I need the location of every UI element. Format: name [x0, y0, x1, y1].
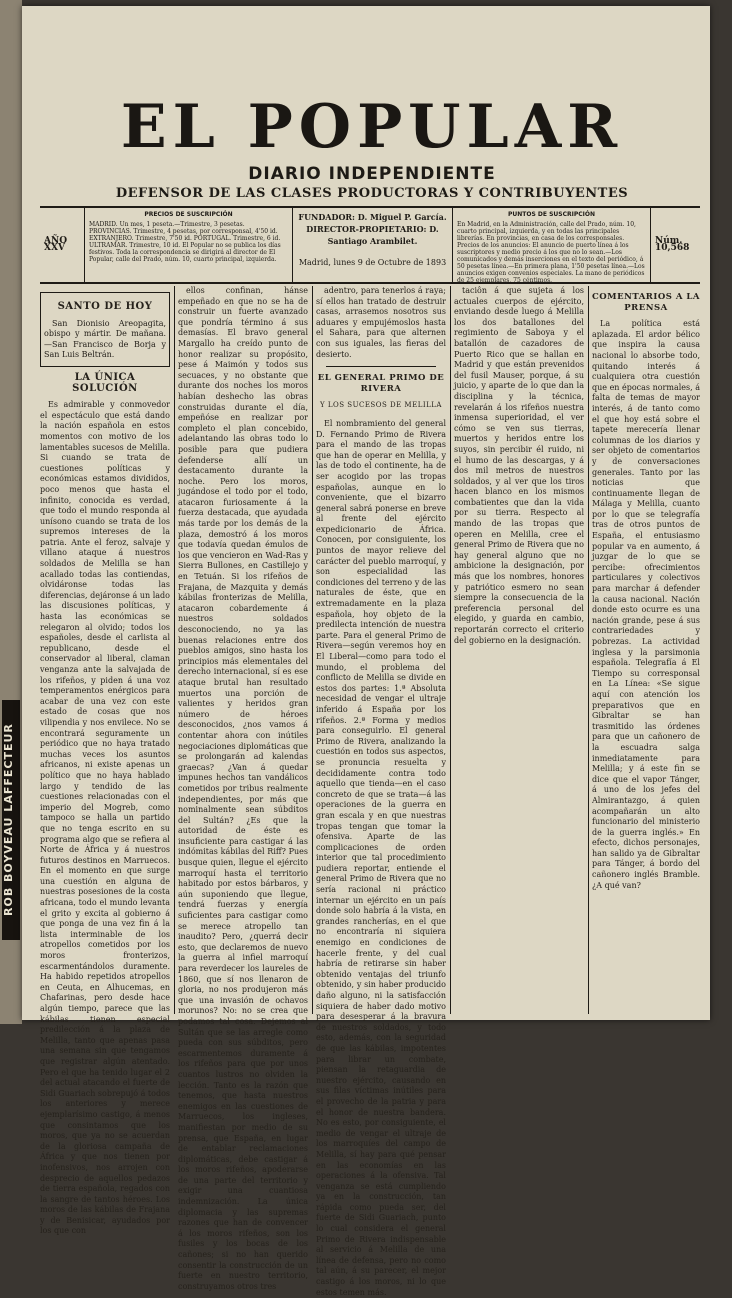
- masthead-subtitle: DIARIO INDEPENDIENTE: [248, 164, 496, 184]
- article-text: ellos confinan, hánse empeñado en que no se ha de construir un fuerte avanzado que pondría término á sus demasías. El bravo general Margallo ha creído punto de honor realizar su propósito, pese á Maimón y todos sus secuaces, y no obstante que durante dos noches los moros habían deshecho las obras construidas durante el día, empeñóse en realizar por completo el plan concebido, adelantando las obras todo lo posible para que pudiera defenderse allí un destacamento durante la noche. Pero los moros, jugándose el todo por el todo, atacaron furiosamente á la fuerza destacada, que ayudada más tarde por los demás de la plaza, demostró á los moros que todavía quedan émulos de los que vencieron en Wad-Ras y Sierra Bullones, en Castillejo y en Tetuán. Si los rifeños de Frajana, de Mazquita y demás kábilas fronterizas de Melilla, atacaron cobardemente á nuestros soldados desconociendo, no ya las buenas relaciones entre dos pueblos amigos, sino hasta los principios más elementales del derecho internacional, sí es ese ataque brutal han resultado muertos una porción de valientes y heridos gran número de héroes desconocidos, ¿nos vamos á contentar ahora con inútiles negociaciones diplomáticas que se prolongarán ad kalendas graecas? ¿Van á quedar impunes hechos tan vandálicos cometidos por tribus realmente independientes, por más que nominalmente sean súbditos del Sultán? ¿Es que la autoridad de éste es insuficiente para castigar á las indómitas kábilas del Riff? Pues busque quien, llegue el ejército marroquí hasta el territorio habitado por estos bárbaros, y aún suponiendo que llegue, tendrá fuerzas y energía suficientes para castigar como se merece atropello tan inaudito? Pero, ¿querrá decir esto, que declaremos de nuevo la guerra al infiel marroquí para reverdecer los laureles de 1860, que sí nos llenaron de gloria, no nos produjeron más que una invasión de ochavos morunos? No: no se crea que podamos tal cosa. Dejemos al Sultán que se las arregle como pueda con sus súbditos, pero escarmentemos duramente á los rifeños para que por unos cuantos lustros no olviden la lección. Tanto es la razón que tenemos, que hasta nuestros enemigos en las cuestiones de Marruecos, los ingleses, manifiestan por medio de su prensa, que España, en lugar de entablar reclamaciones diplomáticas, debe castigar á los moros rifeños, apoderarse de una parte del territorio y exigir una cuantiosa indemnización. La única diplomacia y las supremas razones que han de convencer á los moros rifeños, son los fusiles y los bocas de los cañones; si no han querido consentir la construcción de un fuerte en nuestro territorio, construyamos otros tres: [178, 286, 308, 1291]
- points-text: En Madrid, en la Administración, calle del Prado, núm. 10, cuarto principal, izquierda, y en todas las principales librerías. En provincias, en casa de los corresponsales. Precios de los anuncios: El anuncio de puerto línea á los suscriptores y medio precio á los que no lo sean.—Los comunicados y demás inserciones en el texto del periódico, á 50 pesetas línea.—En primera plana, 1'50 pesetas línea.—Los anuncios exigen convenios especiales. La mano de periódicos de 25 ejemplares, 75 céntimos.: [457, 221, 645, 284]
- column-rule: [450, 286, 451, 1014]
- issue-date: Madrid, lunes 9 de Octubre de 1893: [298, 258, 447, 267]
- saint-box: [40, 292, 170, 367]
- article-subheading: Y LOS SUCESOS DE MELILLA: [320, 401, 442, 410]
- saint-heading: SANTO DE HOY: [57, 301, 153, 312]
- article-text: Es admirable y conmovedor el espectáculo que está dando la nación española en estos momentos con motivo de los lamentables sucesos de Melilla. Si cuando se trata de cuestiones políticas y económicas estamos divididos, poco menos que hasta el infinito, conocida es verdad, que todo el mundo responda al unísono cuando se trata de los supremos intereses de la patria. Ante el feroz, salvaje y villano ataque á nuestros soldados de Melilla se han acallado todas las contiendas, olvidáronse todas las diferencias, dejáronse á un lado las discusiones políticas, y hasta las económicas se relegaron al olvido; todos los españoles, desde el carlista al republicano, desde el conservador al liberal, claman venganza ante la salvajada de los rifeños, y piden á una voz temperamentos enérgicos para acabar de una vez con este estado de cosas que nos vilipendia y nos envilece. No se encontrará seguramente un periódico que no haya tratado muchas veces los asuntos africanos, ni existe apenas un político que no haya hablado largo y tendido de las cuestiones relacionadas con el imperio del Mogreb, como tampoco se halla un partido que no tenga escrito en su programa algo que se refiera al Norte de África y á nuestros futuros destinos en Marruecos. En el momento en que surge una cuestión en alguna de nuestras posesiones de la costa africana, todo el mundo levanta el grito y excita al gobierno á que ponga de una vez fin á la lista interminable de los atropellos cometidos por los moros fronterizos, escarmentándolos duramente. Ha habido repetidos atropellos en Ceuta, en Alhucemas, en Chafarinas, pero desde hace algún tiempo, parece que las kábilas tienen especial predilección á la plaza de Melilla, tanto que apenas pasa una semana sin que tengamos que registrar algún atentado. Pero el que ha tenido lugar el 2 del actual atacando el fuerte de Sidi Guariach sobrepujó á todos los anteriores y merece ejemplarísimo castigo, á menos que consintamos que los moros, que ya no se acuerdan de la gloriosa campaña de África y que nos tienen por inofensivos, nos arrojen con desprecio de aquellos pedazos de tierra española, regados con la sangre de tantos héroes. Los moros de las kábilas de Frajana y de Benisicar, ayudados por los que con: [40, 400, 171, 1236]
- article-text: taciôn á que sujeta á los actuales cuerpos de ejército, enviando desde luego á Melilla los dos batallones del regimiento de Saboya y el batallón de cazadores de Puerto Rico que se hallan en Madrid y que están prevenidos del fusil Mauser, porque, á su juicio, y aparte de lo que dan la disciplina y la técnica, revelarán á los rifeños nuestra inmensa superioridad, el ver cómo se ven sus tierras, muertos y heridos entre los suyos, sin percibir él ruido, ni el humo de las descargas, y á dos mil metros de nuestros soldados, y al ver que los tiros hacen blanco en los mismos combatientes que dan la vida por su tierra. Respecto al mando de las tropas que operen en Melilla, cree el general Primo de Rivera que no hay general alguno que no ambicione la designación, por más que los nombres, honores y patriótico esmero no sean siempre la consecuencia de la preferencia personal del elegido, y guarda en cambio, reportarán correcto el criterio del gobierno en la designación.: [454, 286, 584, 645]
- column-3: [316, 286, 446, 1297]
- column-4: [454, 286, 584, 1014]
- article-text: La política está aplazada. El ardor bélico que inspira la causa nacional lo absorbe todo, quitando interés á cualquiera otra cuestión que en épocas normales, á falta de temas de mayor interés, á de tanto como el que hoy está sobre el tapete merecería llenar columnas de los diarios y ser objeto de comentarios y de conversaciones generales. Tanto por las noticias que continuamente llegan de Málaga y Melilla, cuanto por lo que se telegrafía tras de otros puntos de España, el entusiasmo popular va en aumento, á juzgar de lo que se percibe: ofrecimientos particulares y colectivos para marchar á defender la causa nacional. Nación donde esto ocurre es una nación grande, pese á sus contrariedades y pobrezas. La actividad inglesa y la parsimonia española. Telegrafía á El Tiempo su corresponsal en La Línea: «Se sigue aquí con atención los preparativos que en Gibraltar se han trasmitido las órdenes para que un cañonero de la escuadra salga inmediatamente para Melilla; y á este fin se dice que el vapor Tánger, á uno de los jefes del Almirantazgo, á quien acompañarán un alto funcionario del ministerio de la guerra inglés.» En efecto, dichos personajes, han salido ya de Gibraltar para Tánger, á bordo del cañonero inglés Bramble. ¿A qué van?: [592, 319, 700, 890]
- column-rule: [312, 286, 313, 1014]
- article-columns: [40, 286, 700, 1297]
- director-box: [292, 208, 452, 282]
- side-advertisement: ROB BOYVEAU LAFFECTEUR: [2, 700, 20, 940]
- saint-text: San Dionisio Areopagita, obispo y mártir. De mañana.—San Francisco de Borja y San Luis Beltrán.: [44, 318, 166, 360]
- points-box: [452, 208, 650, 282]
- column-5: [592, 286, 700, 1014]
- director-line: DIRECTOR-PROPIETARIO: D. Santiago Arambilet.: [306, 224, 439, 246]
- gutter-edge: [0, 0, 22, 1024]
- column-1: [40, 286, 171, 1236]
- issue-number: Núm. 10,568: [650, 208, 700, 282]
- year-box: AÑO XXV: [44, 236, 68, 253]
- column-2: [178, 286, 308, 1291]
- article-text: El nombramiento del general D. Fernando Primo de Rivera para el mando de las tropas que han de operar en Melilla, y las de todo el continente, ha de ser acogido por las tropas españolas, aunque en lo conveniente, que el bizarro general sabrá ponerse en breve al frente del ejército expedicionario de África. Conocen, por consiguiente, los puntos de mayor relieve del carácter del pueblo marroquí, y son especialidad las condiciones del terreno y de las naturales de éste, que en extremadamente en la plaza española, hoy objeto de la predilecta intención de nuestra parte. Para el general Primo de Rivera—según veremos hoy en El Liberal—como para todo el mundo, el problema del conflicto de Melilla se divide en estos dos partes: 1.ª Absoluta necesidad de vengar el ultraje inferido á España por los rifeños. 2.ª Forma y medios para conseguirlo. El general Primo de Rivera, analizando la cuestión en todos sus aspectos, se pronuncia resuelta y decididamente contra todo aquello que tienda—en el caso concreto de que se trata—á las operaciones de la guerra en gran escala y en que nuestras tropas tengan que tomar la ofensiva. Aparte de las complicaciones de orden interior que tal procedimiento pudiera reportar, entiende el general Primo de Rivera que no sería racional ni práctico internar un ejército en un país donde solo habría á la vista, en grandes rancherías, en el que no encontraría ni siquiera enemigo en condiciones de hacerle frente, y del cual habría de retirarse sin haber obtenido ventajas del triunfo obtenido, y sin haber producido daño alguno, ni la satisfacción siquiera de haber dado motivo para desesperar á la bravura de nuestros soldados, y todo esto, además, con la seguridad de que las kábilas, impotentes para librar un combate, piensan la retaguardia de nuestro ejército, causando en sus filas víctimas inútiles para el provecho de la patria y para el honor de nuestra bandera. No es esto, por consiguiente, el medio de vengar el ultraje de los marroquíes del campo de Melilla, sí hay para qué pensar en las economías en las operaciones á la ofensiva. Tal venganza se está cumpliendo ya en la construcción, tan rápida como pueda ser, del fuerte de Sidi Guariach, punto lo cual considera el general Primo de Rivera indispensable al servicio á Melilla de una línea de defensa, pero no como tal aún, á su parecer, el mejor castigo á los moros, ni lo que estos temen más.: [316, 418, 446, 1297]
- subscription-heading: PRECIOS DE SUSCRIPCIÓN: [144, 211, 233, 218]
- article-text: adentro, para tenerlos á raya; sí ellos han tratado de destruir casas, arrasemos nosotros sus aduares y empujémoslos hasta el Sahara, para que alternen con sus iguales, las fieras del desierto.: [316, 286, 446, 359]
- info-bar: [40, 206, 700, 284]
- founder-line: FUNDADOR: D. Miguel P. García.: [298, 212, 447, 222]
- column-rule: [588, 286, 589, 1014]
- divider: [326, 366, 436, 367]
- masthead-motto: DEFENSOR DE LAS CLASES PRODUCTORAS Y CONTRIBUYENTES: [115, 186, 629, 201]
- article-heading-unica-solucion: LA ÚNICA SOLUCIÓN: [72, 371, 138, 394]
- points-heading: PUNTOS DE SUSCRIPCIÓN: [508, 211, 595, 218]
- masthead-title: EL POPULAR: [120, 92, 624, 162]
- article-heading-primo-de-rivera: EL GENERAL PRIMO DE RIVERA: [317, 373, 445, 394]
- subscription-box: [84, 208, 292, 282]
- column-rule: [174, 286, 175, 1014]
- newspaper-page: [22, 6, 710, 1297]
- subscription-text: MADRID. Un mes, 1 peseta.—Trimestre, 3 pesetas. PROVINCIAS. Trimestre, 4 pesetas, por corresponsal, 4'50 id. EXTRANJERO. Trimestre, 7'50 id. PORTUGAL. Trimestre, 6 id. ULTRAMAR. Trimestre, 10 id. El Popular no se publica los días festivos. Toda la correspondencia se dirigirá al director de El Popular, calle del Prado, núm. 10, cuarto principal, izquierda.: [89, 221, 281, 263]
- article-heading-comentarios: COMENTARIOS A LA PRENSA: [592, 292, 700, 313]
